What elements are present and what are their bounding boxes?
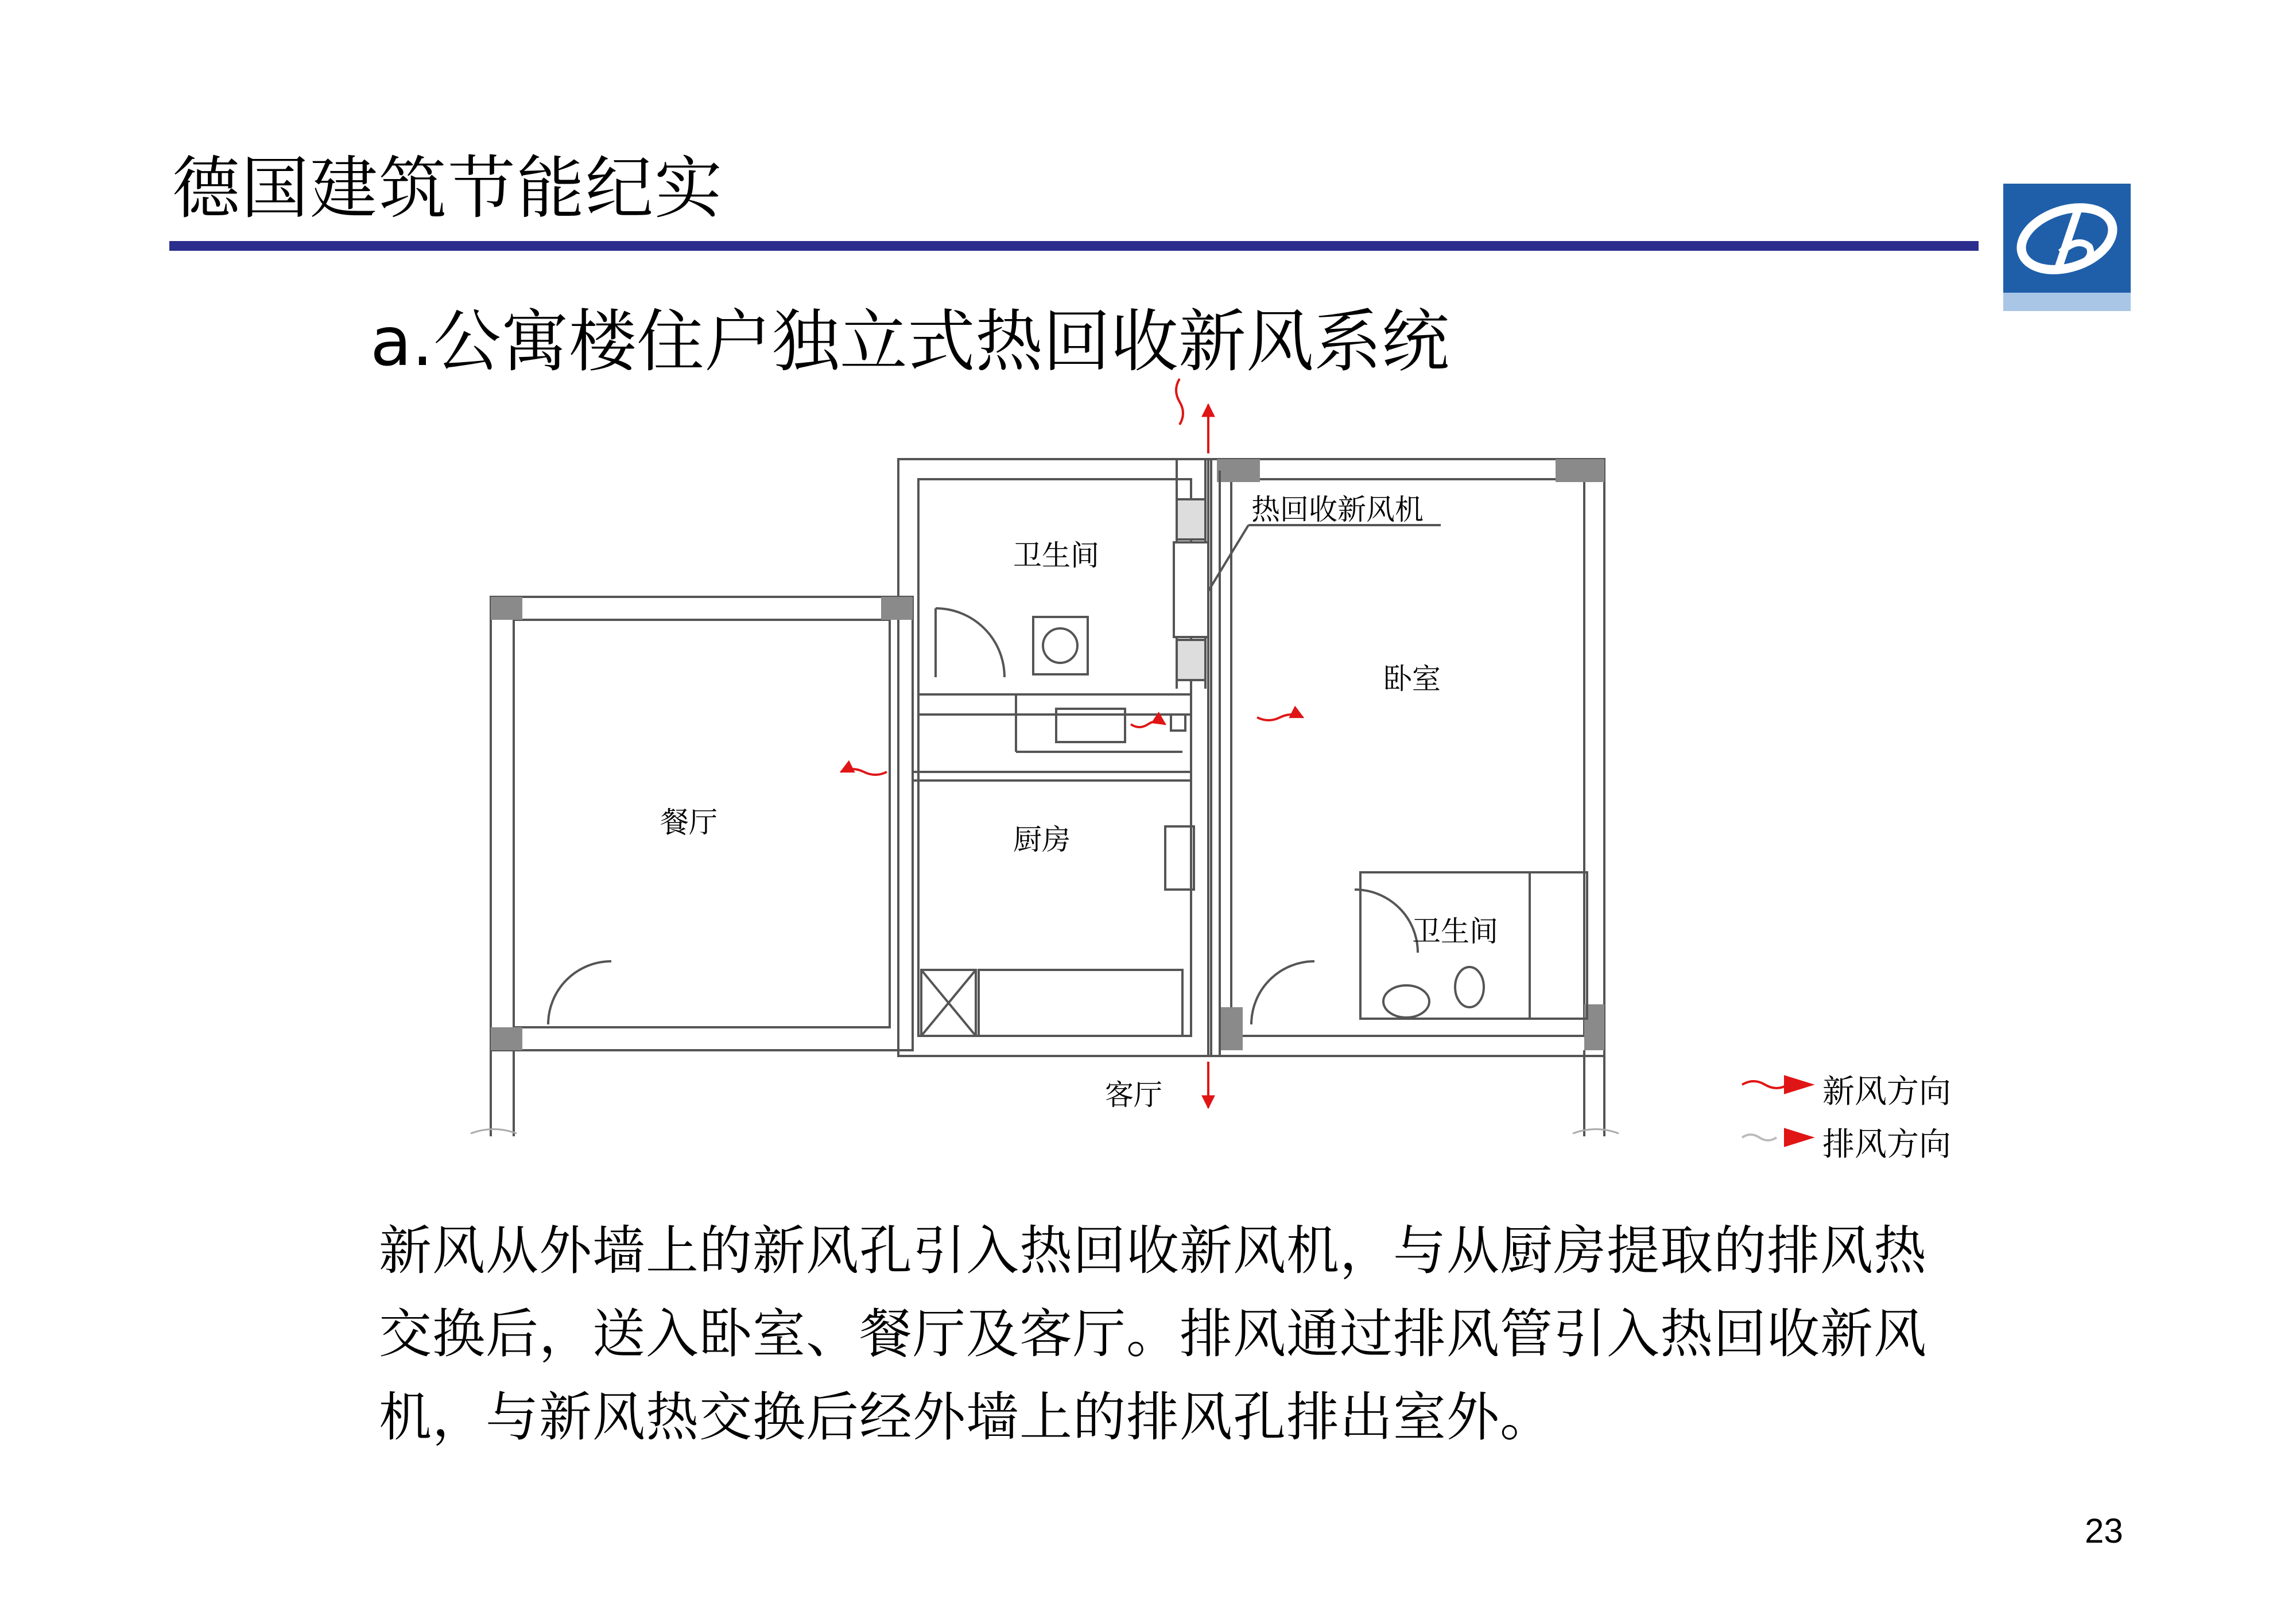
exhaust-outlet-arrow — [1176, 379, 1183, 425]
room-label-living: 客厅 — [1105, 1078, 1162, 1112]
room-label-bedroom: 卧室 — [1383, 662, 1441, 696]
slide-title: 德国建筑节能纪实 — [172, 149, 724, 228]
body-text-line: 交换后，送入卧室、餐厅及客厅。排风通过排风管引入热回收新风 — [379, 1303, 1927, 1365]
legend-fresh-air: 新风方向 — [1822, 1073, 1951, 1111]
body-text-line: 新风从外墙上的新风孔引入热回收新风机，与从厨房提取的排风热 — [379, 1220, 1927, 1282]
bedroom-supply-arrow — [1257, 715, 1303, 720]
hrv-unit-callout: 热回收新风机 — [1251, 493, 1424, 526]
room-label-kitchen: 厨房 — [1013, 823, 1071, 856]
legend-swatches — [1742, 1077, 1811, 1146]
body-text-line: 机，与新风热交换后经外墙上的排风孔排出室外。 — [379, 1387, 1554, 1448]
page-number: 23 — [2085, 1512, 2123, 1550]
legend-exhaust-air: 排风方向 — [1822, 1126, 1951, 1163]
dining-supply-arrow — [841, 769, 887, 775]
kitchen-exhaust-arrow — [1131, 721, 1165, 727]
diagram-subtitle: a.公寓楼住户独立式热回收新风系统 — [370, 302, 1449, 381]
room-label-bathroom-top: 卫生间 — [1013, 539, 1099, 572]
room-label-bathroom-right: 卫生间 — [1412, 915, 1498, 948]
ground-breaklines — [471, 1129, 1619, 1134]
room-label-dining: 餐厅 — [660, 806, 718, 839]
